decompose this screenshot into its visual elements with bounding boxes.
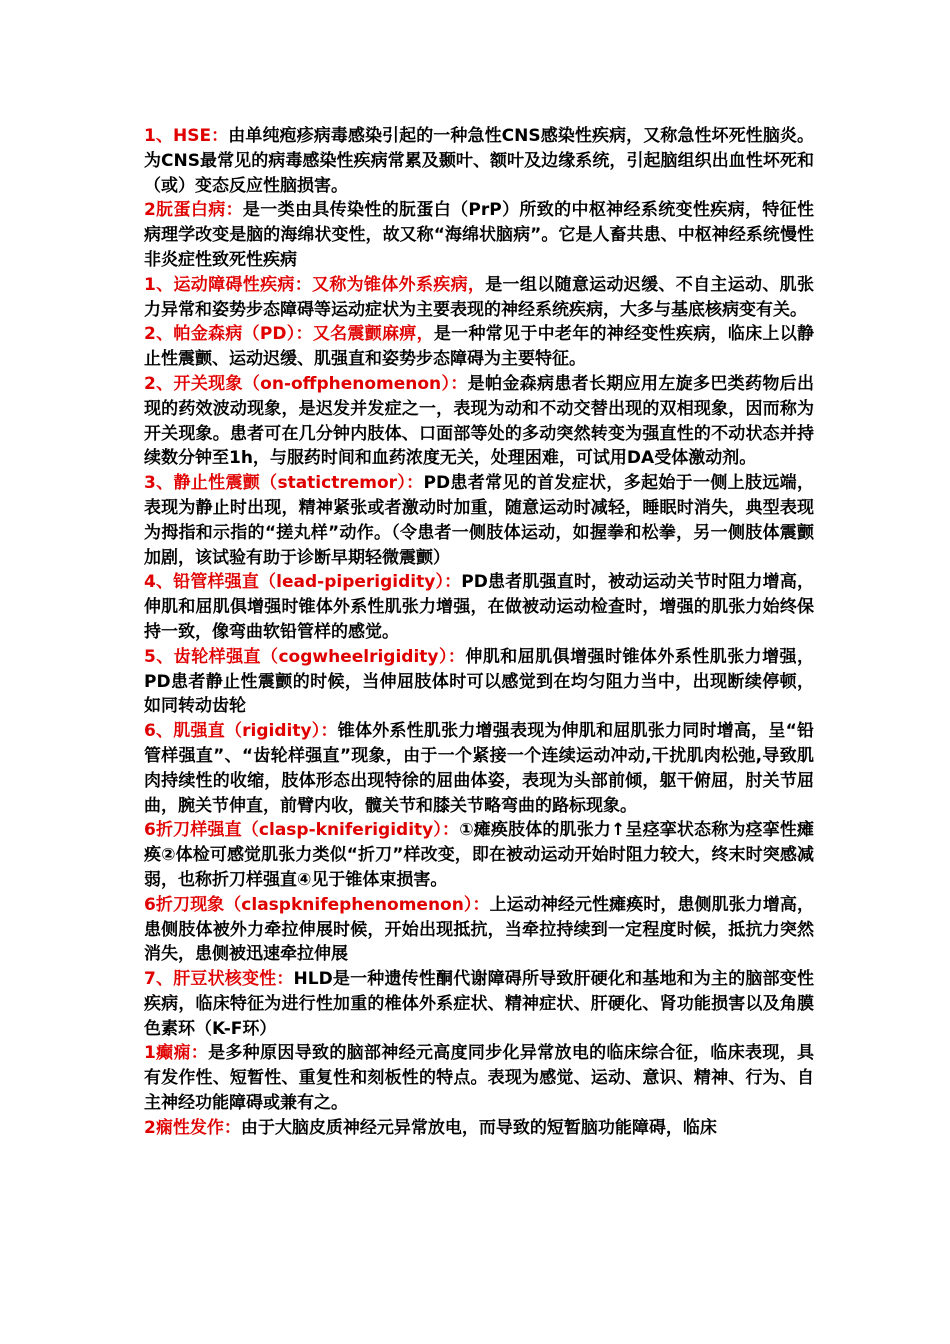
entry-body: ①瘫痪肢体的肌张力↑呈痉挛状态称为痉挛性瘫痪②体检可感觉肌张力类似“折刀”样改变，即在被动运动开始时阻力较大，终末时突感减弱，也称折刀样强直④见于锥体束损害。	[144, 820, 814, 890]
entry-term: 6折刀现象（claspknifephenomenon）：	[144, 894, 490, 915]
entry-term: 1、运动障碍性疾病：又称为锥体外系疾病，	[144, 274, 486, 295]
entry-movement-disorder	[144, 273, 814, 323]
entry-term: 6、肌强直（rigidity）：	[144, 721, 338, 742]
entry-body: PD患者常见的首发症状，多起始于一侧上肢远端，表现为静止时出现，精神紧张或者激动时加重，随意运动时减轻，睡眠时消失，典型表现为拇指和示指的“搓丸样”动作。（令患者一侧肢体运动，如握拳和松拳，另一侧肢体震颤加剧，该试验有助于诊断早期轻微震颤）	[144, 473, 814, 568]
document-page	[144, 124, 814, 1141]
entry-hepatolenticular-degeneration	[144, 967, 814, 1041]
entry-term: 3、静止性震颤（statictremor）：	[144, 473, 424, 494]
entry-term: 7、肝豆状核变性：	[144, 969, 294, 990]
entry-term: 2、开关现象（on-offphenomenon）：	[144, 373, 468, 394]
entry-body: 是一种常见于中老年的神经变性疾病，临床上以静止性震颤、运动迟缓、肌强直和姿势步态障碍为主要特征。	[144, 324, 815, 370]
entry-body: 由单纯疱疹病毒感染引起的一种急性CNS感染性疾病，又称急性坏死性脑炎。为CNS最常见的病毒感染性疾病常累及颞叶、额叶及边缘系统，引起脑组织出血性坏死和（或）变态反应性脑损害。	[144, 126, 814, 196]
entry-term: 2朊蛋白病：	[144, 200, 243, 221]
entry-parkinsons	[144, 322, 814, 372]
entry-term: 1癫痫：	[144, 1043, 209, 1064]
entry-body: 锥体外系性肌张力增强表现为伸肌和屈肌张力同时增高，呈“铅管样强直”、“齿轮样强直”现象，由于一个紧接一个连续运动冲动,干扰肌肉松弛,导致肌肉持续性的收缩，肢体形态出现特徐的屈曲体姿，表现为头部前倾，躯干俯屈，肘关节屈曲，腕关节伸直，前臂内收，髋关节和膝关节略弯曲的路标现象。	[144, 721, 814, 816]
entry-rigidity	[144, 719, 814, 818]
entry-body: 由于大脑皮质神经元异常放电，而导致的短暂脑功能障碍，临床	[240, 1117, 717, 1138]
entry-term: 4、铅管样强直（lead-piperigidity）：	[144, 572, 462, 593]
entry-hse	[144, 124, 814, 198]
entry-body: PD患者肌强直时，被动运动关节时阻力增高，伸肌和屈肌俱增强时锥体外系性肌张力增强，在做被动运动检查时，增强的肌张力始终保持一致，像弯曲软铅管样的感觉。	[144, 572, 814, 642]
entry-lead-pipe-rigidity	[144, 570, 814, 644]
entry-body: 是一组以随意运动迟缓、不自主运动、肌张力异常和姿势步态障碍等运动症状为主要表现的神经系统疾病，大多与基底核病变有关。	[144, 274, 814, 320]
entry-clasp-knife-phenomenon	[144, 893, 814, 967]
entry-body: 是多种原因导致的脑部神经元高度同步化异常放电的临床综合征，临床表现，具有发作性、短暂性、重复性和刻板性的特点。表现为感觉、运动、意识、精神、行为、自主神经功能障碍或兼有之。	[144, 1043, 814, 1114]
entry-on-off-phenomenon	[144, 372, 814, 471]
entry-term: 5、齿轮样强直（cogwheelrigidity）：	[144, 646, 466, 667]
entry-term: 2、帕金森病（PD）：又名震颤麻痹，	[144, 324, 434, 345]
entry-body: 伸肌和屈肌俱增强时锥体外系性肌张力增强，PD患者静止性震颤的时候，当伸屈肢体时可以感觉到在均匀阻力当中，出现断续停顿，如同转动齿轮	[144, 646, 815, 717]
entry-epileptic-seizure	[144, 1116, 814, 1141]
entry-term: 6折刀样强直（clasp-kniferigidity）：	[144, 820, 460, 841]
entry-body: 是一类由具传染性的朊蛋白（PrP）所致的中枢神经系统变性疾病，特征性病理学改变是脑的海绵状变性，故又称“海绵状脑病”。它是人畜共患、中枢神经系统慢性非炎症性致死性疾病	[144, 200, 814, 270]
entry-body: 是帕金森病患者长期应用左旋多巴类药物后出现的药效波动现象，是迟发并发症之一，表现为动和不动交替出现的双相现象，因而称为开关现象。患者可在几分钟内肢体、口面部等处的多动突然转变为强直性的不动状态并持续数分钟至1h，与服药时间和血药浓度无关，处理困难，可试用DA受体激动剂。	[144, 373, 815, 469]
entry-prion-disease	[144, 198, 814, 272]
entry-clasp-knife-rigidity	[144, 818, 814, 892]
entry-body: HLD是一种遗传性酮代谢障碍所导致肝硬化和基地和为主的脑部变性疾病，临床特征为进行性加重的椎体外系症状、精神症状、肝硬化、肾功能损害以及角膜色素环（K-F环）	[144, 969, 814, 1039]
entry-term: 1、HSE：	[144, 126, 229, 146]
entry-static-tremor	[144, 471, 814, 570]
entry-term: 2痫性发作：	[144, 1117, 241, 1138]
entry-body: 上运动神经元性瘫痪时，患侧肌张力增高，患侧肢体被外力牵拉伸展时候，开始出现抵抗，当牵拉持续到一定程度时候，抵抗力突然消失，患侧被迅速牵拉伸展	[144, 894, 814, 965]
entry-epilepsy	[144, 1041, 814, 1115]
entry-cogwheel-rigidity	[144, 645, 814, 719]
